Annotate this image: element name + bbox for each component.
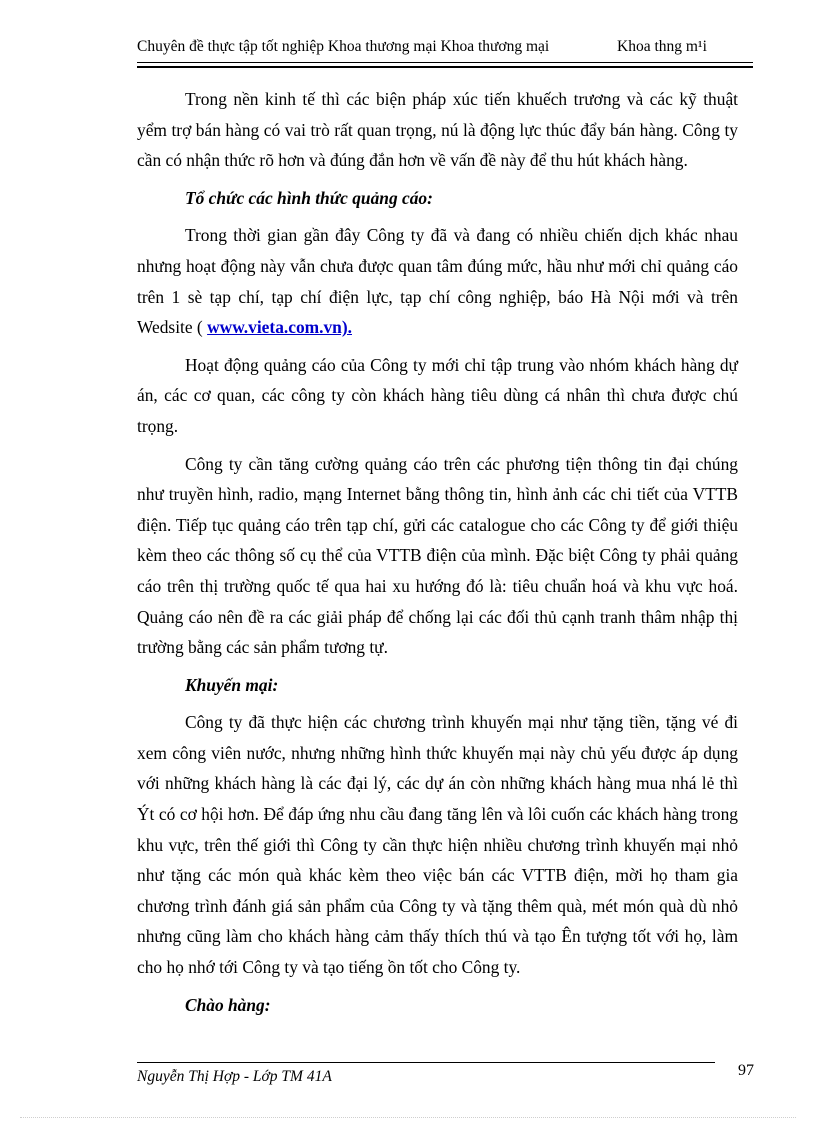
section-heading-offering: Chào hàng: [185,994,271,1015]
header-faculty: Khoa thng m¹i [617,38,707,55]
header-title: Chuyên đề thực tập tốt nghiệp Khoa thương mại Khoa thương mại [137,38,550,55]
paragraph-advertising-current [137,220,738,342]
paragraph-promotion: Công ty đã thực hiện các chương trình khuyến mại như tặng tiền, tặng vé đi xem công viên nước, nhưng những hình thức khuyến mại này chủ yếu được áp dụng với những khách hàng là các đại lý, các dự án còn những khách hàng mua nhá lẻ thì Ýt có cơ hội hơn. Để đáp ứng nhu cầu đang tăng lên và lôi cuốn các khách hàng trong khu vực, trên thế giới thì Công ty cần thực hiện nhiều chương trình khuyến mại nhỏ như tặng các món quà khác kèm theo việc bán các VTTB điện, mời họ tham gia chương trình đánh giá sản phẩm của Công ty và tặng thêm quà, mét món quà dù nhỏ nhưng cũng làm cho khách hàng cảm thấy thích thú và tạo Ên tượng tốt với họ, làm cho họ nhớ tới Công ty và tạo tiếng ồn tốt cho Công ty. [137,712,738,978]
document-body [137,84,738,1027]
paragraph-intro: Trong nền kinh tế thì các biện pháp xúc tiến khuếch trương và các kỹ thuật yểm trợ bán hàng có vai trò rất quan trọng, nú là động lực thúc đẩy bán hàng. Công ty cần có nhận thức rõ hơn và đúng đắn hơn về vấn đề này để thu hút khách hàng. [137,89,738,171]
page-number: 97 [738,1062,754,1079]
website-link[interactable]: www.vieta.com.vn). [207,317,352,338]
page-edge-divider [20,1117,796,1118]
header-rule-thick [137,66,753,68]
paragraph-advertising-text: Trong thời gian gần đây Công ty đã và đang có nhiều chiến dịch khác nhau nhưng hoạt động này vẫn chưa được quan tâm đúng mức, hầu như mới chỉ quảng cáo trên 1 sè tạp chí, tạp chí điện lực, tạp chí công nghiệp, báo Hà Nội mới và trên Wedsite ( [137,225,738,338]
footer-rule [137,1062,715,1063]
page-header [137,38,747,60]
paragraph-advertising-focus: Hoạt động quảng cáo của Công ty mới chỉ tập trung vào nhóm khách hàng dự án, các cơ quan, các công ty còn khách hàng tiêu dùng cá nhân thì chưa được chú trọng. [137,354,738,436]
header-rule-thin [137,62,753,63]
section-heading-advertising: Tổ chức các hình thức quảng cáo: [185,187,433,208]
paragraph-advertising-recommendation: Công ty cần tăng cường quảng cáo trên các phương tiện thông tin đại chúng như truyền hình, radio, mạng Internet bằng thông tin, hình ảnh các chi tiết của VTTB điện. Tiếp tục quảng cáo trên tạp chí, gửi các catalogue cho các Công ty để giới thiệu kèm theo các thông số cụ thể của VTTB điện của mình. Đặc biệt Công ty phải quảng cáo trên thị trường quốc tế qua hai xu hướng đó là: tiêu chuẩn hoá và khu vực hoá. Quảng cáo nên đề ra các giải pháp để chống lại các đối thủ cạnh tranh thâm nhập thị trường bằng các sản phẩm tương tự. [137,453,738,658]
footer-author: Nguyễn Thị Hợp - Lớp TM 41A [137,1068,332,1085]
section-heading-promotion: Khuyến mại: [185,674,279,695]
